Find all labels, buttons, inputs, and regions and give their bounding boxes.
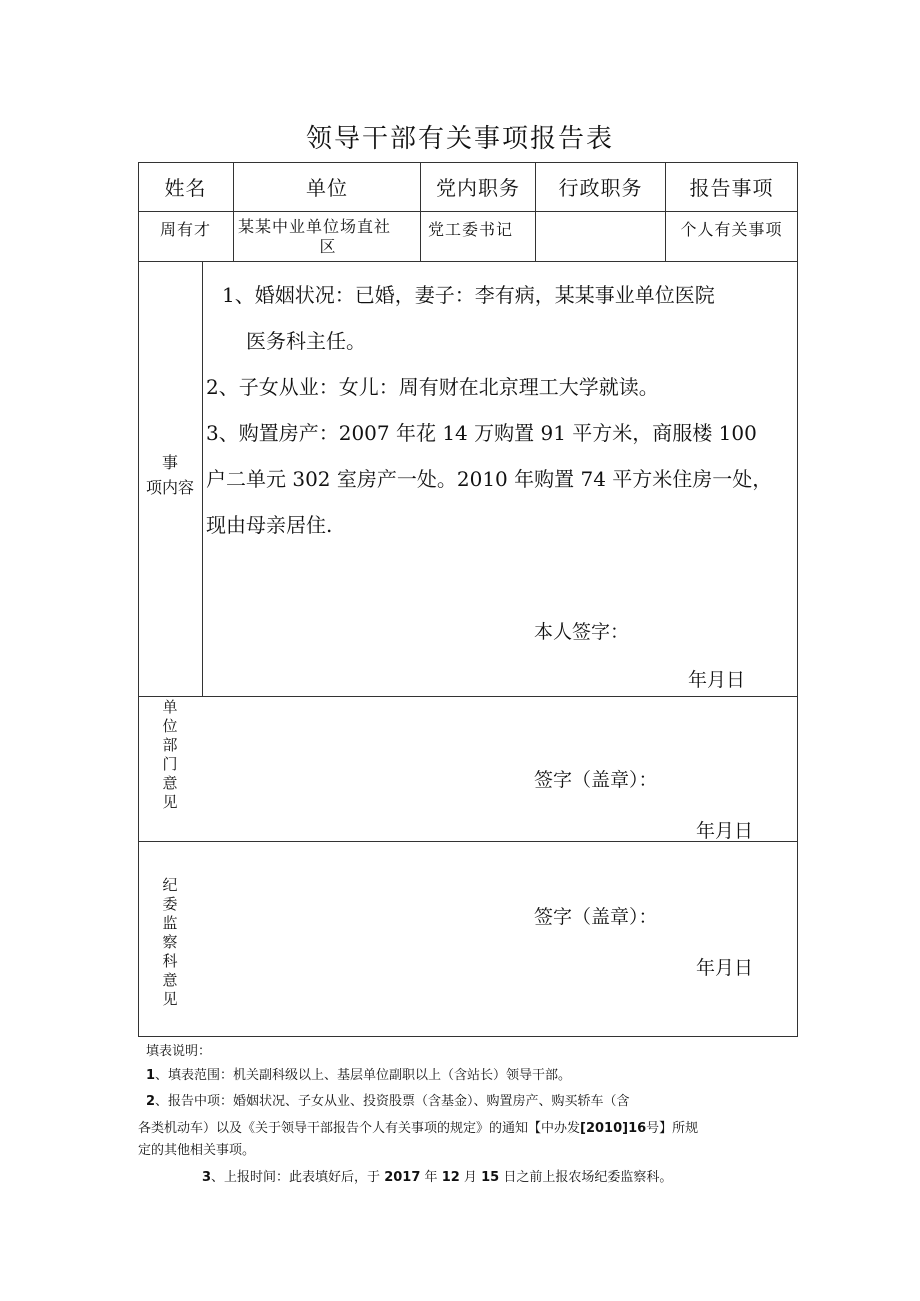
notes-item-2-number: 2: [146, 1094, 156, 1109]
person-unit-line1: 某某中业单位场直社: [238, 217, 392, 236]
notes-item-1: [146, 1064, 571, 1083]
content-children: 2、子女从业：女儿：周有财在北京理工大学就读。: [206, 375, 659, 399]
unit-opinion-label-char: 部: [162, 736, 178, 754]
content-body: [206, 272, 796, 548]
discipline-opinion-date: 年月日: [696, 957, 754, 979]
table-border-right: [797, 162, 798, 1037]
unit-opinion-label-char: 位: [162, 717, 178, 735]
notes-heading: 填表说明：: [146, 1044, 212, 1059]
person-report-item: 个人有关事项: [680, 220, 783, 239]
notes-item-3-text-b: 年: [424, 1170, 438, 1185]
person-name: 周有才: [159, 220, 211, 239]
discipline-opinion-signature: 签字（盖章）：: [534, 906, 658, 928]
notes-item-3: [202, 1166, 672, 1185]
content-label-divider: [202, 262, 203, 697]
discipline-opinion-label-char: 监: [162, 914, 178, 932]
content-property-line2: 户二单元 302 室房产一处。2010 年购置 74 平方米住房一处，: [206, 467, 773, 491]
unit-opinion-label-char: 意: [162, 774, 178, 792]
content-signature: 本人签字：: [534, 621, 630, 643]
discipline-opinion-label-char: 纪: [162, 876, 178, 894]
row-divider-content: [138, 696, 798, 697]
content-property-line3: 现由母亲居住.: [206, 513, 333, 537]
notes-item-3-number: 3: [202, 1170, 212, 1185]
row-divider-header: [138, 211, 798, 212]
notes-item-3-day: 15: [481, 1170, 500, 1185]
discipline-opinion-label-char: 科: [162, 952, 178, 970]
header-unit: 单位: [306, 176, 348, 200]
unit-opinion-label: [138, 698, 202, 812]
unit-opinion-label-char: 门: [162, 755, 178, 773]
content-property-line1: 3、购置房产：2007 年花 14 万购置 91 平方米，商服楼 100: [206, 421, 757, 445]
header-report-item: 报告事项: [689, 176, 774, 200]
notes-item-2-doc-number: [2010]16: [580, 1121, 647, 1136]
unit-opinion-label-char: 单: [162, 698, 178, 716]
person-party-post: 党工委书记: [428, 220, 514, 239]
content-marriage-line2: 医务科主任。: [246, 329, 366, 353]
notes-item-3-year: 2017: [384, 1170, 421, 1185]
unit-opinion-signature: 签字（盖章）：: [534, 769, 658, 791]
notes-item-3-text-c: 月: [463, 1170, 477, 1185]
header-admin-post: 行政职务: [558, 176, 643, 200]
page-title: 领导干部有关事项报告表: [305, 124, 614, 154]
discipline-opinion-label-char: 意: [162, 971, 178, 989]
notes-item-2: [146, 1090, 630, 1109]
person-unit-line2: 区: [319, 237, 337, 256]
header-party-post: 党内职务: [436, 176, 520, 200]
discipline-opinion-label-char: 委: [162, 895, 178, 913]
notes-item-2-cont-2: 定的其他相关事项。: [138, 1143, 256, 1158]
table-border-bottom: [138, 1036, 798, 1037]
report-table: [138, 162, 798, 1037]
notes-item-2-cont-1a: 各类机动车）以及《关于领导干部报告个人有关事项的规定》的通知【中办发: [138, 1121, 581, 1136]
content-marriage-line1: 1、婚姻状况：已婚，妻子：李有病，某某事业单位医院: [222, 283, 715, 307]
notes-item-3-text-d: 日之前上报农场纪委监察科。: [503, 1170, 673, 1185]
content-label: [138, 450, 202, 500]
discipline-opinion-label-char: 察: [162, 933, 178, 951]
notes-item-1-number: 1: [146, 1068, 156, 1083]
row-divider-person: [138, 261, 798, 262]
person-unit: [238, 217, 418, 257]
notes-item-3-text-a: 、上报时间：此表填好后，于: [211, 1170, 381, 1185]
notes-item-2-cont-1c: 号】所规: [646, 1121, 699, 1136]
header-name: 姓名: [164, 176, 207, 200]
notes-item-2-cont-1: [138, 1117, 698, 1136]
content-date: 年月日: [688, 669, 746, 691]
content-label-line1: 事: [161, 453, 178, 472]
unit-opinion-label-char: 见: [162, 793, 178, 811]
notes-item-3-month: 12: [441, 1170, 460, 1185]
unit-opinion-date: 年月日: [696, 820, 754, 842]
content-label-line2: 项内容: [145, 478, 194, 497]
notes-item-2-text: 、报告中项：婚姻状况、子女从业、投资股票（含基金）、购置房产、购买轿车（含: [155, 1094, 630, 1109]
discipline-opinion-label-char: 见: [162, 990, 178, 1008]
notes-item-1-text: 、填表范围：机关副科级以上、基层单位副职以上（含站长）领导干部。: [155, 1068, 572, 1083]
discipline-opinion-label: [138, 876, 202, 1009]
